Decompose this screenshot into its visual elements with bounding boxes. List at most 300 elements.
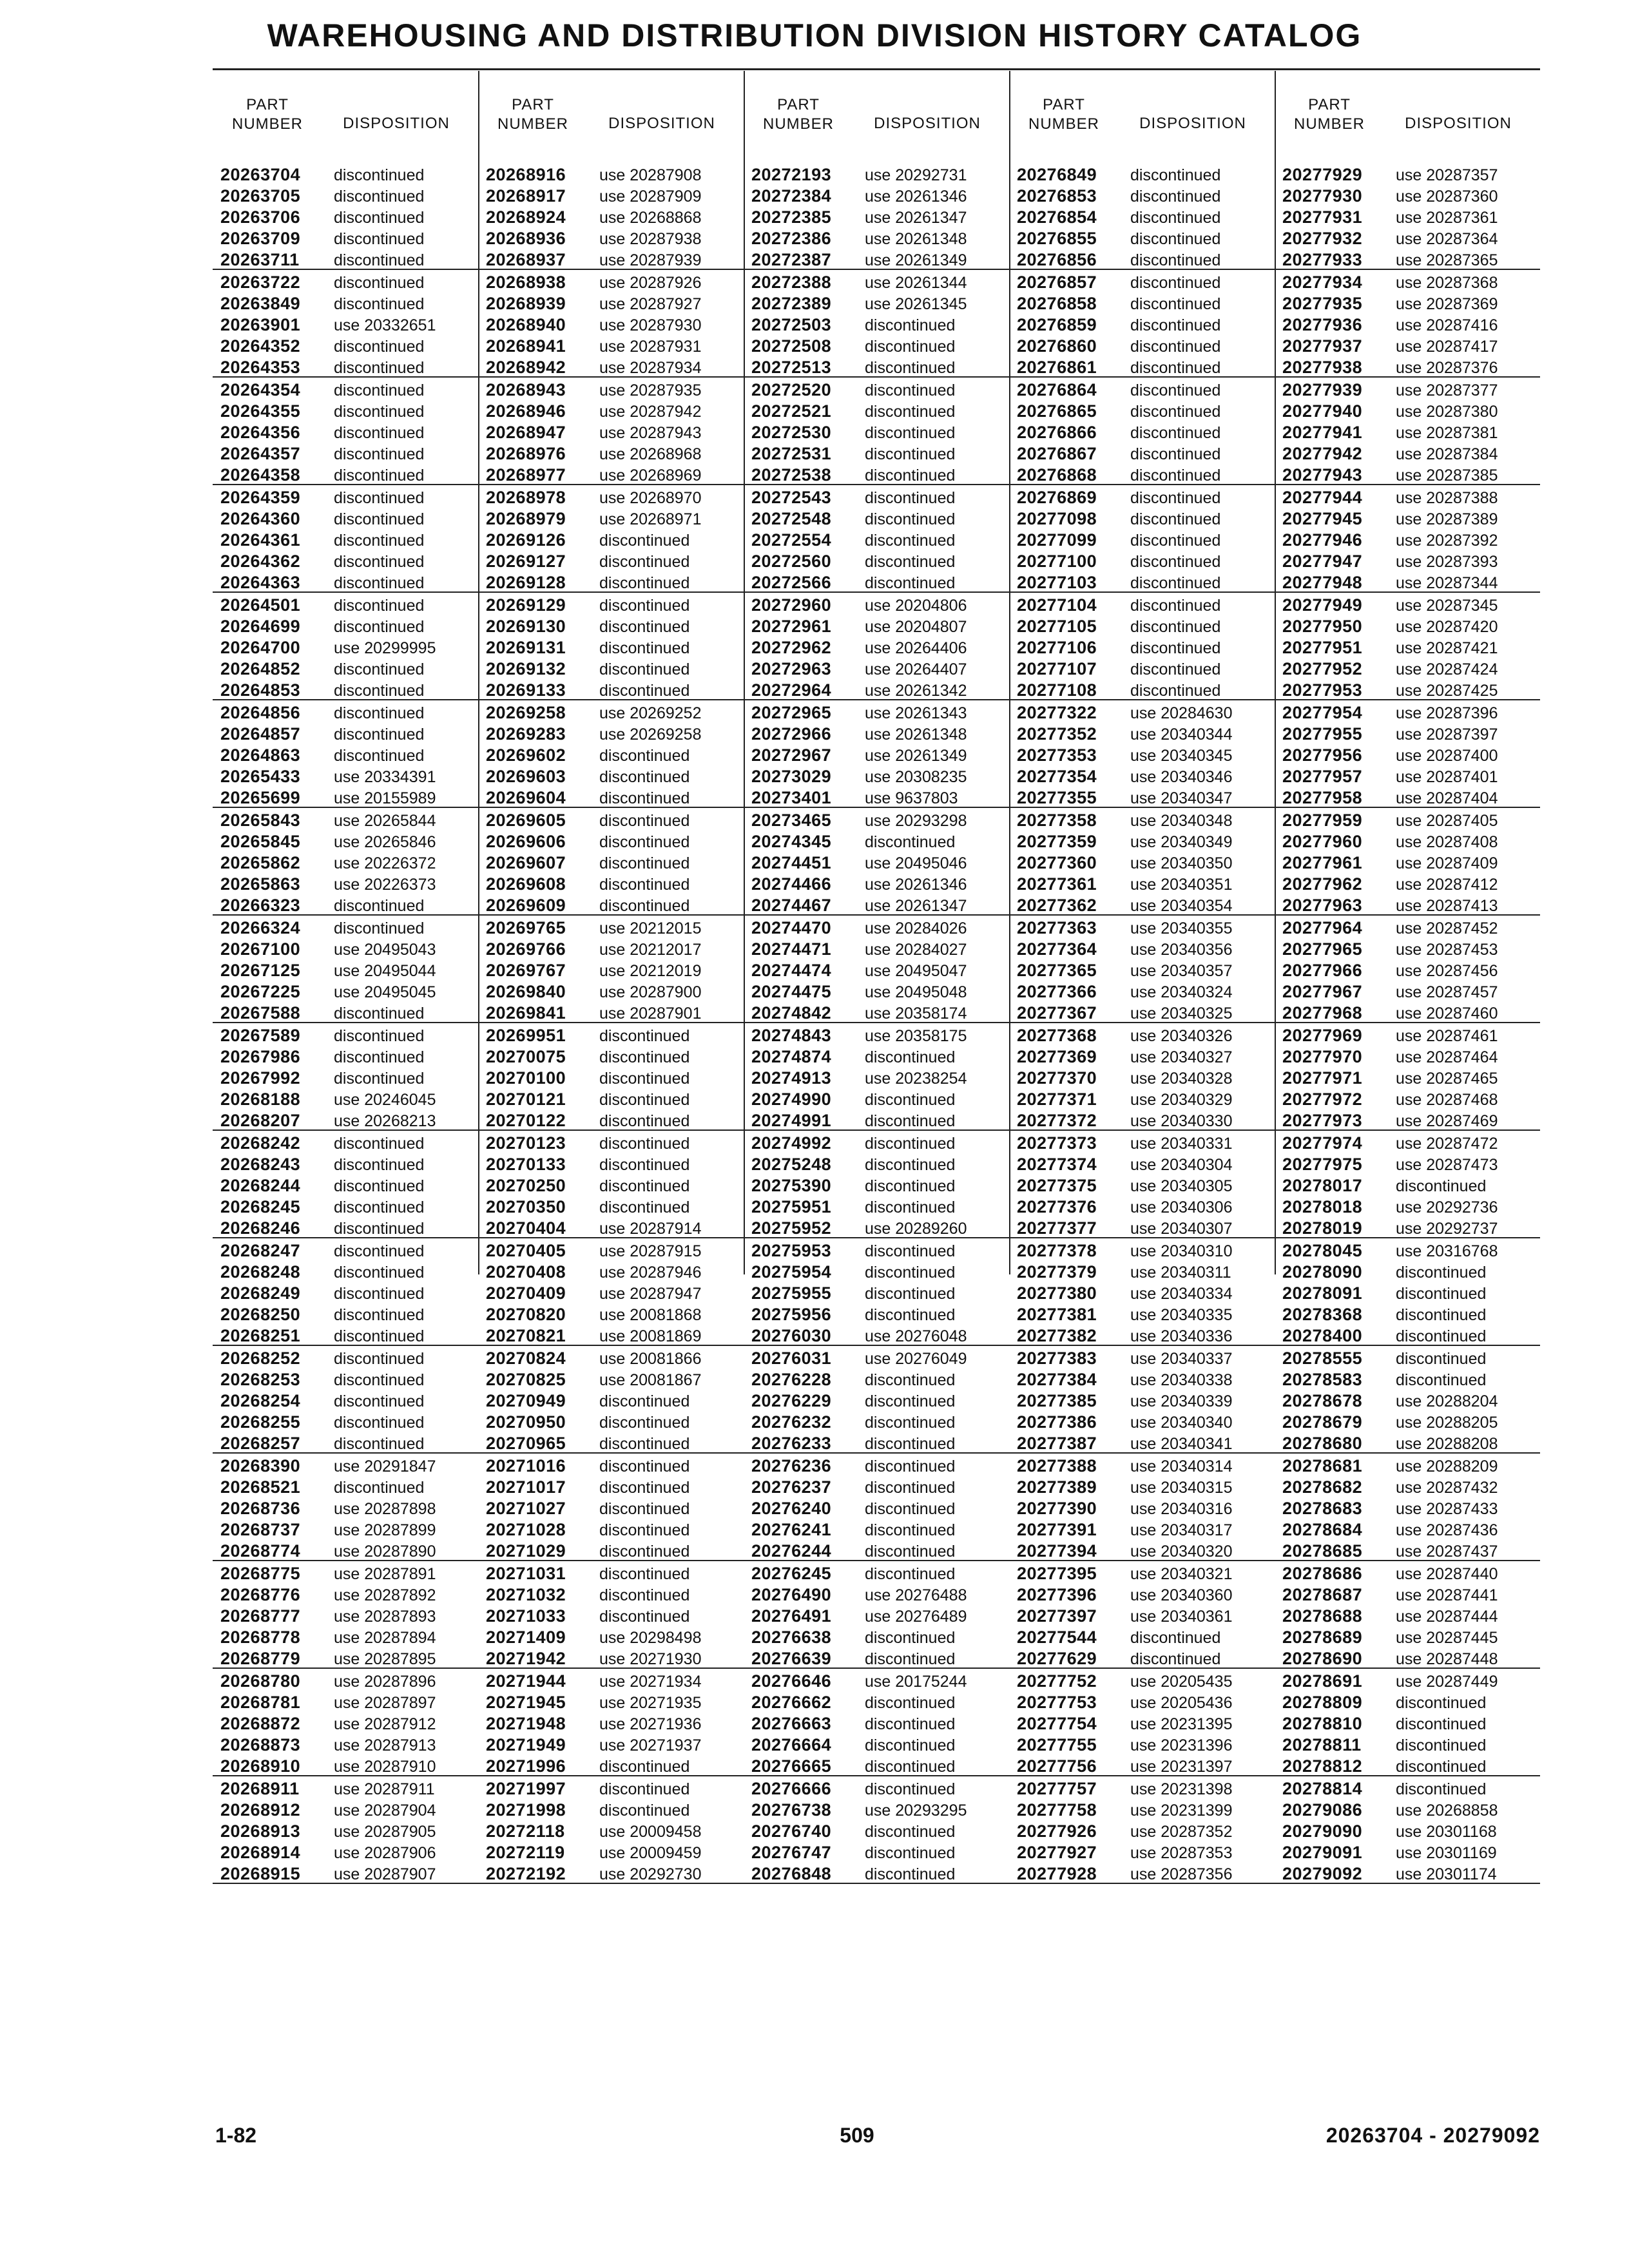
table-row: [478, 1238, 744, 1260]
table-row: [744, 872, 1009, 893]
table-row: [213, 764, 478, 785]
disposition: discontinued: [865, 1242, 956, 1260]
disposition: use 20287413: [1396, 897, 1498, 915]
part-number: 20264363: [220, 573, 301, 592]
disposition: discontinued: [334, 209, 425, 227]
table-row: [1009, 1173, 1275, 1195]
disposition: discontinued: [334, 510, 425, 528]
table-row: [1275, 226, 1540, 247]
part-number: 20277388: [1017, 1456, 1097, 1475]
disposition: use 20287441: [1396, 1586, 1498, 1604]
part-number: 20272965: [751, 703, 832, 722]
part-number: 20277927: [1017, 1843, 1097, 1862]
part-number: 20278681: [1282, 1456, 1363, 1475]
part-number: 20277954: [1282, 703, 1363, 722]
part-number: 20269133: [486, 680, 566, 700]
disposition: discontinued: [865, 1521, 956, 1539]
part-number: 20264700: [220, 638, 301, 657]
disposition: discontinued: [865, 574, 956, 592]
part-number: 20273465: [751, 811, 832, 830]
table-row: [1009, 205, 1275, 226]
disposition: discontinued: [865, 1435, 956, 1453]
part-number: 20275952: [751, 1218, 832, 1238]
disposition: discontinued: [599, 1156, 690, 1174]
disposition: use 20287907: [334, 1865, 436, 1883]
table-row: [1009, 1044, 1275, 1066]
part-number: 20268254: [220, 1391, 301, 1410]
part-number: 20276233: [751, 1434, 832, 1453]
part-number: 20278814: [1282, 1779, 1363, 1798]
table-row: [744, 850, 1009, 872]
part-number: 20277370: [1017, 1068, 1097, 1088]
table-row: [478, 399, 744, 420]
table-row: [213, 463, 478, 485]
part-number: 20277106: [1017, 638, 1097, 657]
part-number: 20276864: [1017, 380, 1097, 399]
table-row: [1275, 635, 1540, 657]
table-row: [213, 1517, 478, 1539]
part-number: 20268251: [220, 1326, 301, 1345]
disposition: use 20287909: [599, 187, 702, 206]
table-row: [1009, 1861, 1275, 1884]
part-number: 20268912: [220, 1800, 301, 1820]
disposition: discontinued: [1130, 251, 1221, 269]
table-row: [478, 1195, 744, 1216]
table-row: [213, 485, 478, 506]
disposition: discontinued: [1130, 574, 1221, 592]
disposition: discontinued: [865, 489, 956, 507]
part-number: 20263709: [220, 229, 301, 248]
part-number: 20277386: [1017, 1412, 1097, 1432]
disposition: use 20292731: [865, 166, 967, 184]
part-number: 20272119: [486, 1843, 565, 1862]
table-row: [478, 1131, 744, 1152]
column-header: [744, 95, 1009, 147]
disposition: use 20287401: [1396, 768, 1498, 786]
disposition: discontinued: [865, 1264, 956, 1282]
disposition: use 20340305: [1130, 1177, 1233, 1195]
disposition: discontinued: [334, 1350, 425, 1368]
disposition: discontinued: [865, 1650, 956, 1668]
table-row: [1275, 441, 1540, 463]
table-row: [744, 635, 1009, 657]
part-number: 20277755: [1017, 1735, 1097, 1754]
part-number: 20263722: [220, 273, 301, 292]
disposition: discontinued: [334, 166, 425, 184]
part-number: 20270123: [486, 1133, 566, 1153]
disposition: discontinued: [865, 1629, 956, 1647]
disposition: use 20340325: [1130, 1004, 1233, 1023]
part-number: 20273401: [751, 788, 832, 807]
part-number: 20277395: [1017, 1564, 1097, 1583]
part-number: 20276853: [1017, 186, 1097, 206]
disposition: use 20287914: [599, 1220, 702, 1238]
table-row: [478, 312, 744, 334]
disposition: discontinued: [865, 316, 956, 334]
part-number: 20271017: [486, 1477, 566, 1497]
disposition: discontinued: [865, 1457, 956, 1475]
disposition: discontinued: [1130, 274, 1221, 292]
header-number-label: NUMBER: [1293, 115, 1365, 133]
table-row: [478, 1302, 744, 1323]
part-number: 20269283: [486, 724, 566, 744]
disposition: use 20287931: [599, 338, 702, 356]
part-number: 20271942: [486, 1649, 566, 1668]
disposition: use 20287912: [334, 1715, 436, 1733]
part-number: 20267992: [220, 1068, 301, 1088]
disposition-header: DISPOSITION: [874, 115, 981, 132]
table-row: [478, 850, 744, 872]
table-row: [1009, 958, 1275, 979]
part-number: 20272560: [751, 552, 832, 571]
table-row: [1275, 1066, 1540, 1087]
disposition: discontinued: [334, 1070, 425, 1088]
part-number: 20276237: [751, 1477, 832, 1497]
disposition: use 20340338: [1130, 1371, 1233, 1389]
part-number: 20270350: [486, 1197, 566, 1216]
part-number: 20277374: [1017, 1155, 1097, 1174]
part-number: 20277938: [1282, 358, 1363, 377]
part-number: 20269606: [486, 832, 566, 851]
part-number: 20279092: [1282, 1864, 1363, 1883]
table-row: [1009, 334, 1275, 355]
disposition: use 20231397: [1130, 1758, 1233, 1776]
disposition: use 20287364: [1396, 230, 1498, 248]
part-number: 20269258: [486, 703, 566, 722]
part-number: 20278812: [1282, 1756, 1363, 1776]
table-row: [478, 678, 744, 700]
disposition: discontinued: [599, 1521, 690, 1539]
disposition: use 20287947: [599, 1285, 702, 1303]
table-row: [1275, 162, 1540, 184]
disposition: discontinued: [334, 704, 425, 722]
disposition: discontinued: [865, 1156, 956, 1174]
disposition: use 20287473: [1396, 1156, 1498, 1174]
disposition: use 20287404: [1396, 789, 1498, 807]
table-row: [1009, 785, 1275, 808]
disposition: use 20287906: [334, 1844, 436, 1862]
table-row: [478, 528, 744, 549]
disposition: use 20287444: [1396, 1608, 1498, 1626]
disposition: use 20288205: [1396, 1414, 1498, 1432]
table-row: [478, 205, 744, 226]
table-row: [744, 162, 1009, 184]
table-row: [478, 226, 744, 247]
part-number: 20274842: [751, 1003, 832, 1023]
table-row: [1009, 1454, 1275, 1475]
table-row: [213, 593, 478, 614]
disposition: use 20284630: [1130, 704, 1233, 722]
table-row: [1275, 764, 1540, 785]
part-number: 20277397: [1017, 1606, 1097, 1626]
table-row: [213, 291, 478, 312]
part-number: 20276854: [1017, 207, 1097, 227]
table-row: [478, 1840, 744, 1861]
table-row: [1009, 270, 1275, 291]
disposition: use 20287440: [1396, 1565, 1498, 1583]
part-number: 20268942: [486, 358, 566, 377]
part-number: 20275956: [751, 1305, 832, 1324]
disposition: use 20287397: [1396, 726, 1498, 744]
disposition: use 20287934: [599, 359, 702, 377]
table-row: [213, 1216, 478, 1238]
part-number: 20268936: [486, 229, 566, 248]
table-row: [744, 420, 1009, 441]
table-row: [213, 1087, 478, 1108]
table-row: [1009, 808, 1275, 829]
part-number: 20268253: [220, 1370, 301, 1389]
part-number: 20278091: [1282, 1283, 1363, 1303]
table-row: [1275, 1646, 1540, 1669]
part-number: 20277961: [1282, 853, 1363, 872]
table-row: [478, 1389, 744, 1410]
table-row: [478, 247, 744, 270]
table-row: [213, 1346, 478, 1367]
part-number: 20264356: [220, 423, 301, 442]
table-row: [744, 678, 1009, 700]
disposition: use 20261347: [865, 897, 967, 915]
part-number: 20270122: [486, 1111, 566, 1130]
part-number: 20278555: [1282, 1349, 1363, 1368]
part-number: 20277385: [1017, 1391, 1097, 1410]
table-row: [1009, 1496, 1275, 1517]
part-number: 20275390: [751, 1176, 832, 1195]
table-row: [1009, 722, 1275, 743]
disposition: use 20287927: [599, 295, 702, 313]
disposition: discontinued: [334, 618, 425, 636]
disposition: discontinued: [599, 1542, 690, 1561]
disposition: discontinued: [865, 1306, 956, 1324]
part-number: 20263901: [220, 315, 301, 334]
part-number: 20276229: [751, 1391, 832, 1410]
catalog-column: [213, 71, 478, 1883]
table-row: [744, 700, 1009, 722]
table-row: [744, 312, 1009, 334]
disposition: discontinued: [334, 230, 425, 248]
column-rows: [1275, 162, 1540, 1884]
disposition: discontinued: [334, 726, 425, 744]
part-number: 20279090: [1282, 1821, 1363, 1841]
disposition: discontinued: [865, 1694, 956, 1712]
table-row: [744, 506, 1009, 528]
part-number: 20277387: [1017, 1434, 1097, 1453]
table-row: [213, 1281, 478, 1302]
table-row: [1009, 1733, 1275, 1754]
part-number: 20274991: [751, 1111, 832, 1130]
table-row: [478, 1496, 744, 1517]
disposition: use 20287432: [1396, 1479, 1498, 1497]
disposition: use 20081866: [599, 1350, 702, 1368]
disposition: use 20268213: [334, 1112, 436, 1130]
disposition: discontinued: [865, 1736, 956, 1754]
disposition: use 20212019: [599, 962, 702, 980]
part-number: 20277941: [1282, 423, 1363, 442]
disposition: discontinued: [1130, 359, 1221, 377]
part-number: 20277926: [1017, 1821, 1097, 1841]
table-row: [1275, 785, 1540, 808]
table-row: [1009, 1108, 1275, 1131]
disposition: use 20287421: [1396, 639, 1498, 657]
table-row: [213, 226, 478, 247]
disposition: discontinued: [865, 1758, 956, 1776]
disposition: use 20287409: [1396, 854, 1498, 872]
table-row: [1009, 1625, 1275, 1646]
part-number: 20269126: [486, 530, 566, 550]
part-number: 20277391: [1017, 1520, 1097, 1539]
table-row: [478, 485, 744, 506]
table-row: [1009, 1001, 1275, 1023]
table-row: [1009, 635, 1275, 657]
part-number: 20276030: [751, 1326, 832, 1345]
disposition: use 20340328: [1130, 1070, 1233, 1088]
disposition: discontinued: [599, 876, 690, 894]
part-number: 20276857: [1017, 273, 1097, 292]
table-row: [1009, 1260, 1275, 1281]
part-number: 20271996: [486, 1756, 566, 1776]
disposition: discontinued: [865, 403, 956, 421]
disposition: discontinued: [599, 833, 690, 851]
disposition: discontinued: [865, 1177, 956, 1195]
disposition: discontinued: [334, 1414, 425, 1432]
disposition: use 20204806: [865, 597, 967, 615]
disposition: use 20287464: [1396, 1048, 1498, 1066]
table-row: [744, 893, 1009, 916]
part-number: 20271027: [486, 1499, 566, 1518]
table-row: [478, 1539, 744, 1561]
header-number-label: NUMBER: [762, 115, 834, 133]
column-divider: [744, 71, 745, 1274]
part-number: 20268976: [486, 444, 566, 463]
part-number: 20276491: [751, 1606, 832, 1626]
disposition: use 20276048: [865, 1327, 967, 1345]
disposition: discontinued: [1396, 1350, 1487, 1368]
part-number: 20271033: [486, 1606, 566, 1626]
table-row: [744, 570, 1009, 593]
disposition: use 20081868: [599, 1306, 702, 1324]
part-number: 20270250: [486, 1176, 566, 1195]
table-row: [1275, 1861, 1540, 1884]
column-divider: [1009, 71, 1010, 1274]
disposition: discontinued: [334, 466, 425, 485]
part-number: 20277937: [1282, 336, 1363, 356]
part-number: 20271409: [486, 1628, 566, 1647]
table-row: [213, 958, 478, 979]
disposition: use 20340327: [1130, 1048, 1233, 1066]
part-number: 20276858: [1017, 294, 1097, 313]
table-row: [1009, 420, 1275, 441]
disposition: use 20231398: [1130, 1780, 1233, 1798]
part-number: 20277376: [1017, 1197, 1097, 1216]
disposition: use 20287445: [1396, 1629, 1498, 1647]
table-row: [1009, 743, 1275, 764]
part-number: 20274992: [751, 1133, 832, 1153]
table-row: [213, 1323, 478, 1346]
part-number: 20276232: [751, 1412, 832, 1432]
table-row: [1275, 1754, 1540, 1776]
table-row: [744, 1646, 1009, 1669]
table-row: [744, 1496, 1009, 1517]
disposition: use 20212015: [599, 919, 702, 937]
part-number: 20277389: [1017, 1477, 1097, 1497]
table-row: [744, 1195, 1009, 1216]
disposition: use 20287360: [1396, 187, 1498, 206]
disposition: discontinued: [1396, 1736, 1487, 1754]
disposition: discontinued: [599, 1414, 690, 1432]
part-number: 20264501: [220, 595, 301, 615]
part-number: 20263705: [220, 186, 301, 206]
disposition: discontinued: [334, 660, 425, 678]
part-number: 20264354: [220, 380, 301, 399]
part-number: 20274451: [751, 853, 832, 872]
part-number: 20277396: [1017, 1585, 1097, 1604]
part-number: 20277390: [1017, 1499, 1097, 1518]
disposition: use 20009458: [599, 1823, 702, 1841]
part-number: 20277354: [1017, 767, 1097, 786]
table-row: [1009, 614, 1275, 635]
part-number: 20277931: [1282, 207, 1363, 227]
disposition: use 20287898: [334, 1500, 436, 1518]
disposition: use 20293298: [865, 812, 967, 830]
part-number: 20276866: [1017, 423, 1097, 442]
table-row: [744, 1260, 1009, 1281]
part-number: 20277962: [1282, 874, 1363, 894]
disposition: use 20261342: [865, 682, 967, 700]
table-row: [1009, 1582, 1275, 1604]
disposition: discontinued: [1396, 1758, 1487, 1776]
disposition: use 20340347: [1130, 789, 1233, 807]
part-number: 20267986: [220, 1047, 301, 1066]
disposition: use 20287456: [1396, 962, 1498, 980]
table-row: [213, 1561, 478, 1582]
table-row: [478, 1087, 744, 1108]
disposition: use 20287900: [599, 983, 702, 1001]
disposition: use 20155989: [334, 789, 436, 807]
disposition: use 20261343: [865, 704, 967, 722]
part-number: 20268872: [220, 1714, 301, 1733]
part-number: 20268915: [220, 1864, 301, 1883]
table-row: [1009, 485, 1275, 506]
disposition: use 20287890: [334, 1542, 436, 1561]
disposition: discontinued: [1130, 639, 1221, 657]
part-number: 20268776: [220, 1585, 301, 1604]
part-number: 20271948: [486, 1714, 566, 1733]
disposition: use 20340355: [1130, 919, 1233, 937]
table-row: [478, 334, 744, 355]
disposition: discontinued: [599, 789, 690, 807]
disposition: discontinued: [1130, 660, 1221, 678]
part-number: 20276228: [751, 1370, 832, 1389]
disposition: use 20340324: [1130, 983, 1233, 1001]
table-row: [1275, 1431, 1540, 1454]
part-number: 20277955: [1282, 724, 1363, 744]
part-number: 20277928: [1017, 1864, 1097, 1883]
part-number: 20272961: [751, 617, 832, 636]
part-number: 20270409: [486, 1283, 566, 1303]
part-number: 20277971: [1282, 1068, 1363, 1088]
table-row: [478, 893, 744, 916]
table-row: [1275, 205, 1540, 226]
table-row: [478, 506, 744, 528]
table-row: [478, 1646, 744, 1669]
disposition: discontinued: [334, 897, 425, 915]
disposition: use 20340331: [1130, 1135, 1233, 1153]
table-row: [744, 1711, 1009, 1733]
table-row: [1275, 270, 1540, 291]
part-number: 20263849: [220, 294, 301, 313]
disposition: discontinued: [865, 1112, 956, 1130]
part-number: 20276241: [751, 1520, 832, 1539]
disposition: use 20340329: [1130, 1091, 1233, 1109]
